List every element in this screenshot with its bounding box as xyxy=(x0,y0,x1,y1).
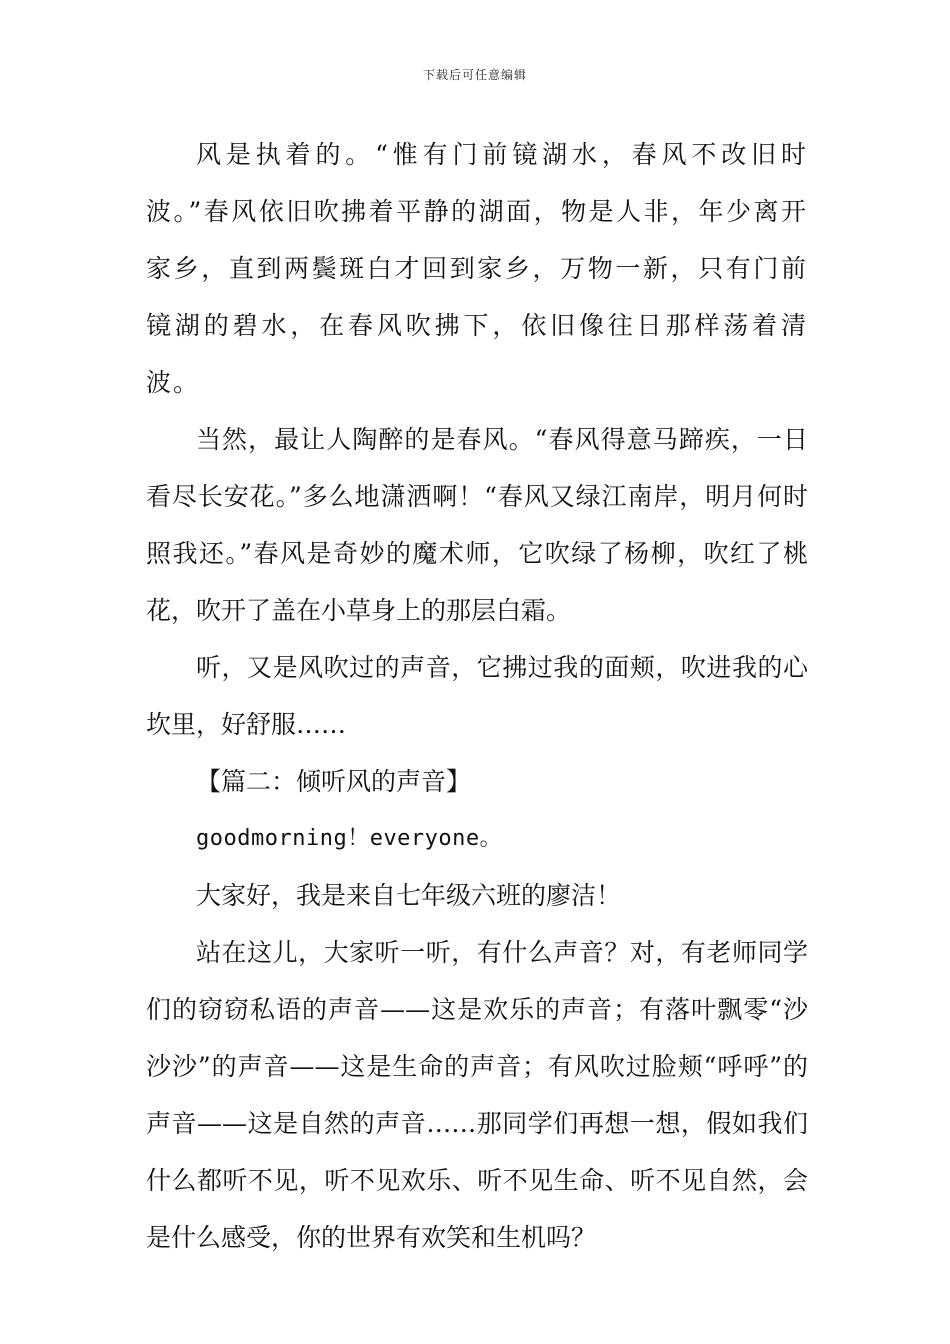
paragraph-greeting: 大家好，我是来自七年级六班的廖洁！ xyxy=(196,881,622,910)
section-title: 【篇二：倾听风的声音】 xyxy=(196,767,472,796)
page-header: 下载后可任意编辑 xyxy=(422,68,527,82)
paragraph-greeting-english: goodmorning！everyone。 xyxy=(196,826,503,851)
paragraph-listen-wind: 听，又是风吹过的声音，它拂过我的面颊，吹进我的心坎里，好舒服…… xyxy=(146,653,808,739)
document-body xyxy=(146,126,808,1266)
paragraph-wind-persistent: 风是执着的。“惟有门前镜湖水，春风不改旧时波。”春风依旧吹拂着平静的湖面，物是人非，年少离开家乡，直到两鬓斑白才回到家乡，万物一新，只有门前镜湖的碧水，在春风吹拂下，依旧像往日那样荡着清波。 xyxy=(146,140,808,397)
paragraph-spring-wind: 当然，最让人陶醉的是春风。“春风得意马蹄疾，一日看尽长安花。”多么地潇洒啊！“春风又绿江南岸，明月何时照我还。”春风是奇妙的魔术师，它吹绿了杨柳，吹红了桃花，吹开了盖在小草身上的那层白霜。 xyxy=(146,425,808,625)
paragraph-sounds: 站在这儿，大家听一听，有什么声音？对，有老师同学们的窃窃私语的声音——这是欢乐的声音；有落叶飘零“沙沙沙”的声音——这是生命的声音；有风吹过脸颊“呼呼”的声音——这是自然的声音……那同学们再想一想，假如我们什么都听不见，听不见欢乐、听不见生命、听不见自然，会是什么感受，你的世界有欢笑和生机吗？ xyxy=(146,938,808,1252)
